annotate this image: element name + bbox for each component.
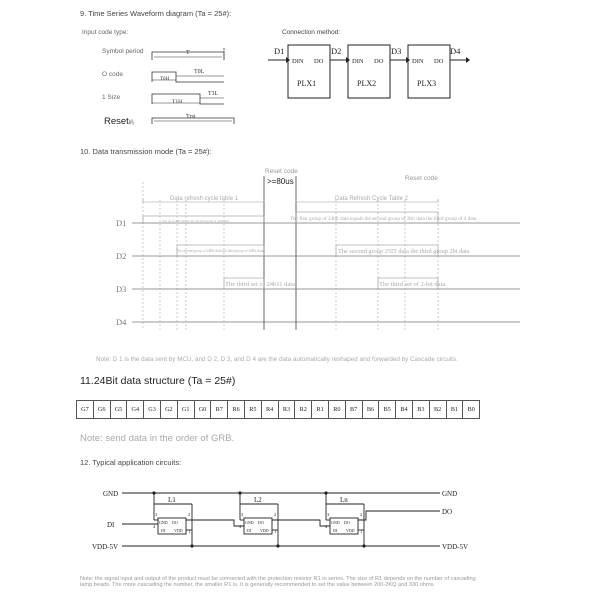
do-label: DO xyxy=(442,508,453,516)
l1-l2-link xyxy=(186,520,244,526)
l2-pin-di: DI xyxy=(247,528,252,533)
d3-cycle-1-text: The third set of 24b11 data xyxy=(225,281,295,288)
bit-cell-b2: B2 xyxy=(429,401,446,419)
bit-cell-g6: G6 xyxy=(93,401,110,419)
plx1-do: DO xyxy=(314,58,324,65)
d4-row-label: D4 xyxy=(116,317,127,327)
bit-cell-b4: B4 xyxy=(396,401,413,419)
section-12-note: Note: the signal input and output of the product must be connected with the protection resistor R1 in series. The size of R1 depends on the number of cascading lamp beads. The more cascading the number, the smaller R1 is. It is generally recommended to set the value between 200-2KQ and 330 ohms. xyxy=(80,576,476,589)
gnd-right-label: GND xyxy=(442,490,458,498)
l1-pin-gnd: GND xyxy=(159,520,168,525)
bit-cell-r5: R5 xyxy=(244,401,261,419)
t0l-label: T0L xyxy=(194,69,205,75)
bit-cell-g1: G1 xyxy=(177,401,194,419)
bit-cell-g5: G5 xyxy=(110,401,127,419)
symbol-period-label: Symbol period xyxy=(102,48,144,55)
bit-cell-b7: B7 xyxy=(345,401,362,419)
plx2-label: PLX2 xyxy=(357,79,377,88)
bit-cell-b3: B3 xyxy=(412,401,429,419)
di-label: DI xyxy=(107,521,115,529)
d1-cycle-2-text: The first group of 24bit data equals the second group of 2bit data the third group of 4 data xyxy=(290,216,477,222)
l2-pin-vdd: VDD xyxy=(260,528,269,533)
reset-code-sub: 码 xyxy=(128,120,134,126)
bit-cell-r3: R3 xyxy=(278,401,295,419)
reset-code-left-label: Reset code xyxy=(265,168,298,175)
l2-pin-do: DO xyxy=(258,520,264,525)
ln-label: Ln xyxy=(340,496,348,504)
l2-pin-2: 2 xyxy=(274,512,277,517)
section-10-title: 10. Data transmission mode (Ta = 25#): xyxy=(80,147,212,156)
l1-label: L1 xyxy=(168,496,176,504)
l1-pin-vdd: VDD xyxy=(174,528,183,533)
section-11-note: Note: send data in the order of GRB. xyxy=(80,433,235,444)
ln-pin-vdd: VDD xyxy=(346,528,355,533)
ln-pin-1: 1 xyxy=(360,529,363,534)
l2-gnd-junction xyxy=(238,491,241,494)
l1-vdd-junction xyxy=(190,544,193,547)
bit-cell-r0: R0 xyxy=(328,401,345,419)
ln-vdd-junction xyxy=(362,544,365,547)
one-code-label: 1 Size xyxy=(102,94,121,101)
l1-pin-2: 2 xyxy=(188,512,191,517)
bit-cell-b6: B6 xyxy=(362,401,379,419)
l2-pin-4: 4 xyxy=(239,524,242,529)
ln-pin-di: DI xyxy=(333,528,338,533)
ln-pin-2: 2 xyxy=(360,512,363,517)
section-11-title: 11.24Bit data structure (Ta = 25#) xyxy=(80,375,236,387)
section-10-note: Note: D 1 is the data sent by MCU, and D 2, D 3, and D 4 are the data automatically reshaped and forwarded by Cascade circuits. xyxy=(96,356,458,363)
l1-pin-3: 3 xyxy=(155,512,158,517)
bit-cell-b5: B5 xyxy=(379,401,396,419)
conn-d4-label: D4 xyxy=(450,46,461,56)
plx3-label: PLX3 xyxy=(417,79,437,88)
d1-cycle-1-text: One set of 24B data for D1 the third group of 24bit data xyxy=(162,219,229,223)
bit-cell-r7: R7 xyxy=(211,401,228,419)
d3-cycle-2-text: The third set of 2-bit data xyxy=(379,281,446,288)
plx1-din: DIN xyxy=(292,58,304,65)
refresh-table-1-label: Data refresh cycle table 1 xyxy=(170,196,239,202)
l2-pin-1: 1 xyxy=(274,529,277,534)
gnd-left-label: GND xyxy=(103,490,119,498)
ln-pin-4: 4 xyxy=(325,524,328,529)
bit-cell-g4: G4 xyxy=(127,401,144,419)
d1-row-label: D1 xyxy=(116,218,127,228)
trst-label: Trst xyxy=(186,114,196,120)
l1-pin-4: 4 xyxy=(153,524,156,529)
zero-code-label: O code xyxy=(102,71,123,78)
bit-cell-r2: R2 xyxy=(295,401,312,419)
t1h-label: T1H xyxy=(172,99,183,105)
d2-cycle-2-text: The second group 25IT data the third group 2bi data xyxy=(338,248,470,255)
bit-cell-g3: G3 xyxy=(144,401,161,419)
section-12-title: 12. Typical application circuits: xyxy=(80,458,182,467)
plx2-do: DO xyxy=(374,58,384,65)
ln-gnd-junction xyxy=(324,491,327,494)
l2-pin-3: 3 xyxy=(241,512,244,517)
plx1-label: PLX1 xyxy=(297,79,317,88)
l1-pin-1: 1 xyxy=(188,529,191,534)
bit-cell-g7: G7 xyxy=(77,401,94,419)
l1-pin-do: DO xyxy=(172,520,178,525)
conn-d3-label: D3 xyxy=(391,46,402,56)
reset-time-label: >=80us xyxy=(267,177,294,186)
conn-d1-label: D1 xyxy=(274,46,285,56)
section-9-title: 9. Time Series Waveform diagram (Ta = 25#): xyxy=(80,9,232,18)
reset-code-text: Reset xyxy=(104,116,129,127)
d2-cycle-1-text: The second group of 24Bit data the third group of 24Bit data xyxy=(176,249,264,253)
l2-ln-link xyxy=(272,520,330,526)
t1l-label: T1L xyxy=(208,91,219,97)
input-code-type-label: Input code type: xyxy=(82,29,129,36)
bit-cell-g2: G2 xyxy=(160,401,177,419)
bit-cell-g0: G0 xyxy=(194,401,211,419)
bit-cell-b1: B1 xyxy=(446,401,463,419)
d2-row-label: D2 xyxy=(116,251,127,261)
t-label: T xyxy=(186,50,190,56)
vdd-left-label: VDD-5V xyxy=(92,543,119,551)
d3-row-label: D3 xyxy=(116,284,127,294)
refresh-table-2-label: Data Refresh Cycle Table 2 xyxy=(335,196,408,202)
vdd-right-label: VDD-5V xyxy=(442,543,469,551)
l1-pin-di: DI xyxy=(161,528,166,533)
connection-method-label: Connection method: xyxy=(282,29,341,36)
conn-d2-label: D2 xyxy=(331,46,342,56)
l2-pin-gnd: GND xyxy=(245,520,254,525)
plx3-din: DIN xyxy=(412,58,424,65)
ln-pin-do: DO xyxy=(344,520,350,525)
t0h-label: T0H xyxy=(160,77,170,82)
plx3-do: DO xyxy=(434,58,444,65)
bit-cell-b0: B0 xyxy=(463,401,480,419)
bit-cell-r1: R1 xyxy=(312,401,329,419)
bit-cell-r4: R4 xyxy=(261,401,278,419)
bit-cell-r6: R6 xyxy=(228,401,245,419)
l2-vdd-junction xyxy=(276,544,279,547)
ln-pin-gnd: GND xyxy=(331,520,340,525)
do-wire xyxy=(358,511,440,520)
reset-code-right-label: Reset code xyxy=(405,175,438,182)
l2-label: L2 xyxy=(254,496,262,504)
ln-pin-3: 3 xyxy=(327,512,330,517)
plx2-din: DIN xyxy=(352,58,364,65)
l1-gnd-junction xyxy=(152,491,155,494)
